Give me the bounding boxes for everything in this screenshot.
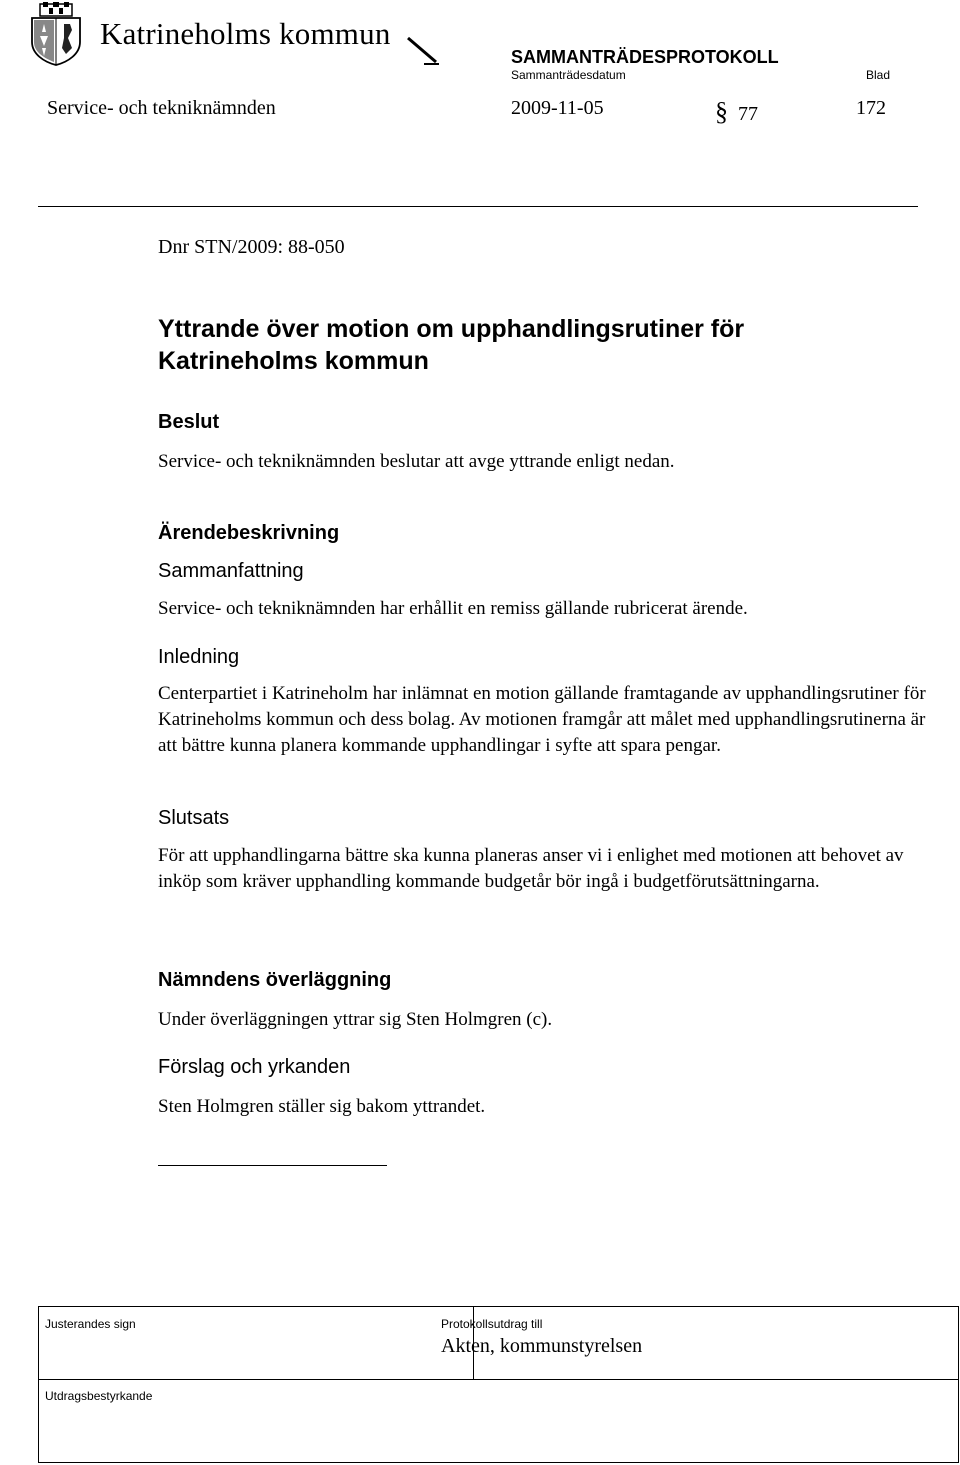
summary-heading: Sammanfattning (158, 560, 304, 582)
committee-name: Service- och tekniknämnden (47, 97, 276, 119)
adjuster-signature-label: Justerandes sign (45, 1317, 136, 1331)
municipality-logo-text: Katrineholms kommun (100, 16, 391, 51)
deliberation-heading: Nämndens överläggning (158, 969, 392, 991)
proposals-heading: Förslag och yrkanden (158, 1056, 351, 1078)
document-type: SAMMANTRÄDESPROTOKOLL (511, 47, 779, 67)
conclusion-heading: Slutsats (158, 807, 230, 829)
paragraph-value: 77 (738, 103, 758, 125)
footer-horizontal-divider (39, 1379, 958, 1380)
extract-recipient-label: Protokollsutdrag till (441, 1317, 543, 1331)
meeting-date: 2009-11-05 (511, 97, 604, 119)
decision-heading: Beslut (158, 411, 220, 433)
conclusion-text: För att upphandlingarna bättre ska kunna planeras anser vi i enlighet med motionen att behovet av inköp som kräver upphandling kommande budgetår bör ingå i budgetförutsättningarna. (158, 845, 904, 892)
introduction-heading: Inledning (158, 646, 240, 668)
page-label: Blad (866, 68, 891, 82)
extract-recipient-value: Akten, kommunstyrelsen (441, 1335, 643, 1357)
page-number: 172 (856, 97, 886, 119)
paragraph-sign: § (715, 97, 728, 126)
end-of-section-line (158, 1165, 387, 1166)
coat-of-arms-logo (28, 2, 84, 66)
deliberation-text: Under överläggningen yttrar sig Sten Holmgren (c). (158, 1009, 553, 1030)
summary-text: Service- och tekniknämnden har erhållit en remiss gällande rubricerat ärende. (158, 598, 748, 619)
extract-certification-label: Utdragsbestyrkande (45, 1389, 153, 1403)
paragraph-number (715, 97, 758, 127)
header-divider (38, 206, 918, 207)
case-description-heading: Ärendebeskrivning (158, 522, 340, 544)
proposals-text: Sten Holmgren ställer sig bakom yttrandet. (158, 1096, 486, 1117)
logo-swoosh-icon (406, 36, 440, 66)
decision-text: Service- och tekniknämnden beslutar att avge yttrande enligt nedan. (158, 451, 675, 472)
meeting-date-label: Sammanträdesdatum (511, 68, 626, 82)
introduction-text: Centerpartiet i Katrineholm har inlämnat en motion gällande framtagande av upphandlingsrutiner för Katrineholms kommun och dess bolag. Av motionen framgår att målet med upphandlingsrutinerna är att bättre kunna planera kommande upphandlingar i syfte att spara pengar. (158, 683, 926, 756)
case-number: Dnr STN/2009: 88-050 (158, 236, 345, 258)
signature-footer-box (38, 1306, 959, 1463)
document-title: Yttrande över motion om upphandlingsrutiner för Katrineholms kommun (158, 315, 745, 375)
